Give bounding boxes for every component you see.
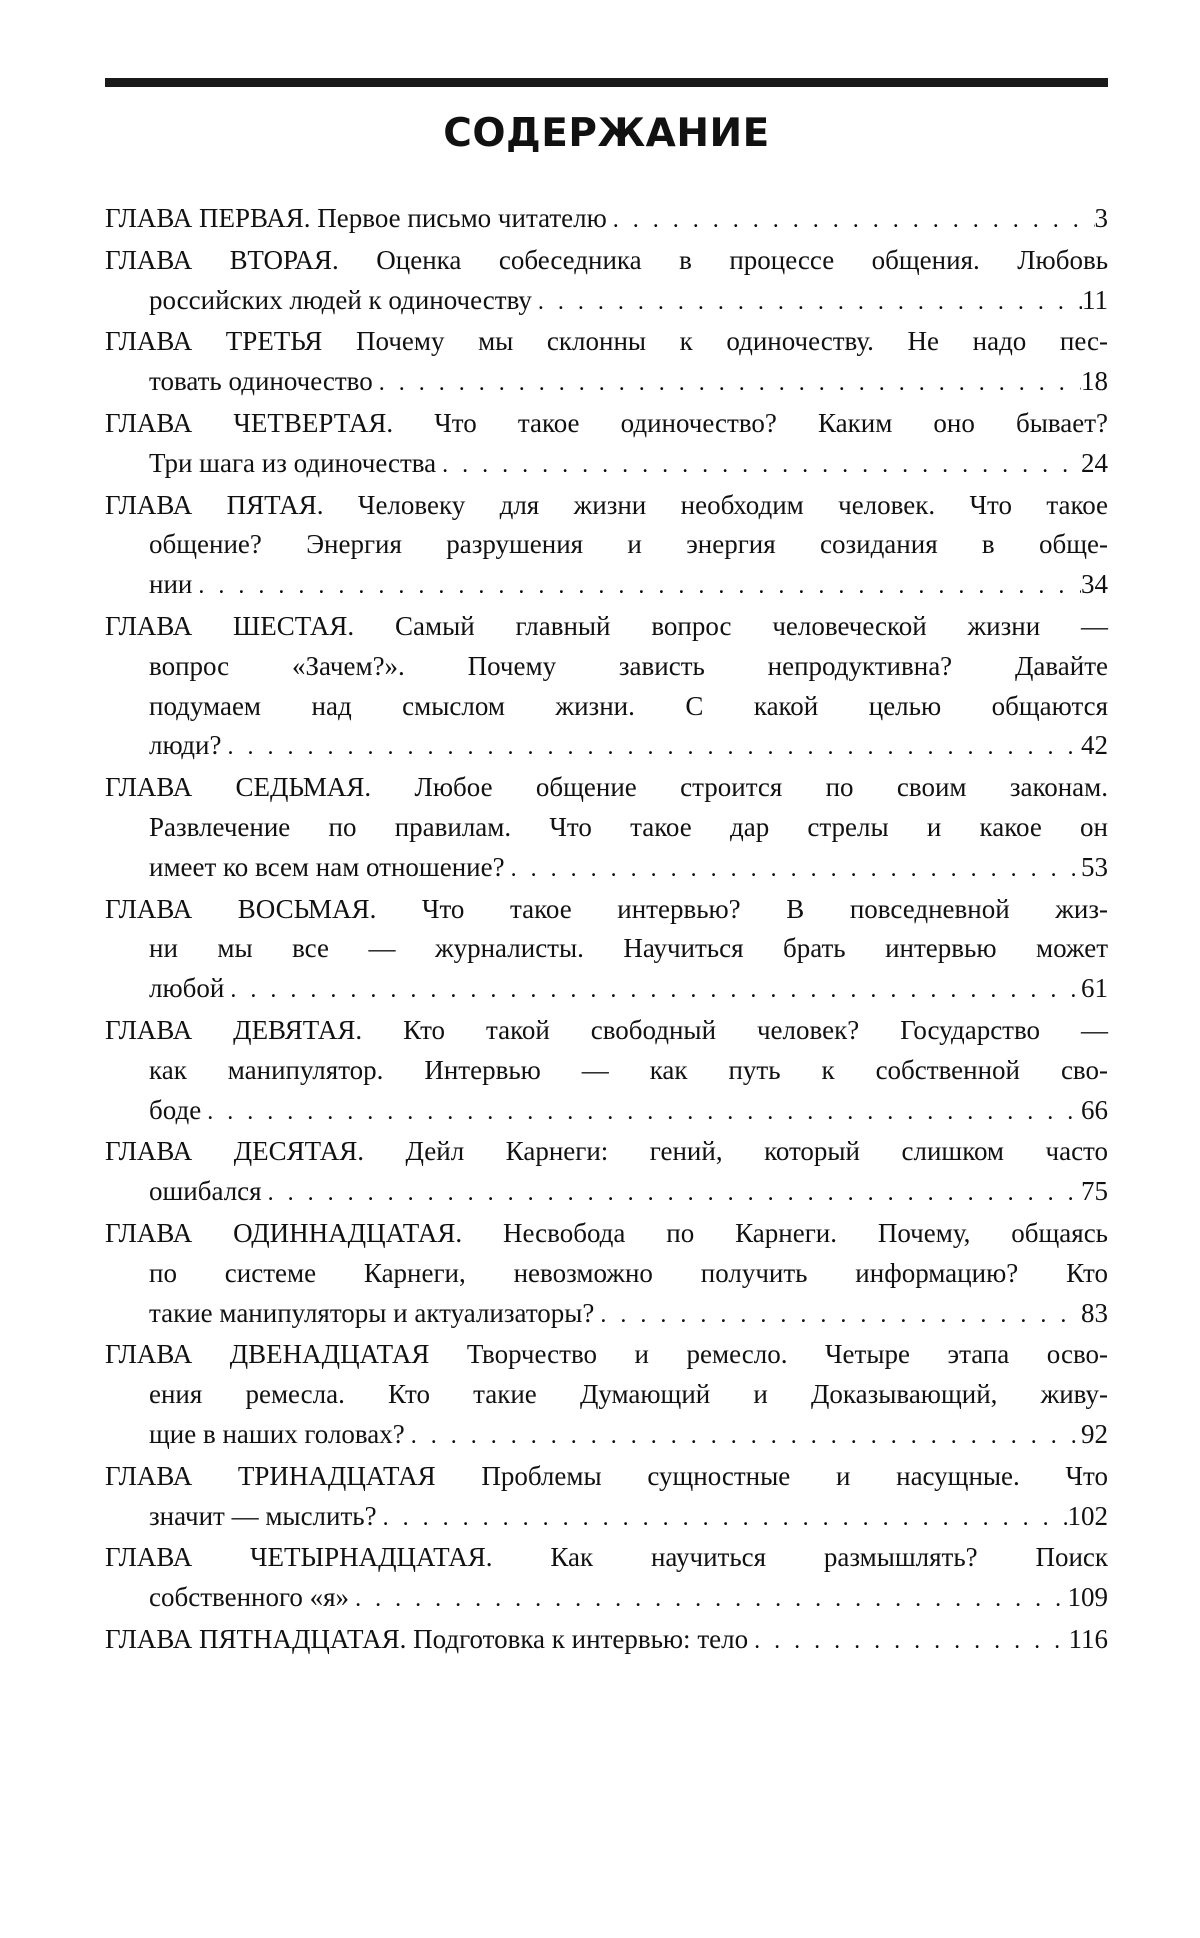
toc-entry-line — [149, 1375, 1108, 1415]
contents-page — [105, 78, 1108, 1662]
toc-entry-line — [149, 525, 1108, 565]
toc-entry[interactable] — [105, 768, 1108, 889]
dot-leader — [207, 1093, 1081, 1133]
chapter-title-text — [149, 1172, 268, 1212]
dot-leader — [538, 283, 1082, 323]
toc-entry-last-line — [105, 1620, 1108, 1662]
chapter-label: ГЛАВА ПЕРВАЯ. — [105, 203, 311, 233]
chapter-label: ГЛАВА ЧЕТВЕРТАЯ. — [105, 407, 394, 438]
page-number: 18 — [1081, 366, 1108, 397]
chapter-title-end: боде — [149, 1094, 202, 1125]
chapter-title-end: значит — мыслить? — [149, 1500, 377, 1531]
dot-leader — [754, 1622, 1068, 1662]
chapter-title-text: ни мы все — журналисты. Научиться брать интервью может — [149, 933, 1108, 964]
page-number: 53 — [1081, 851, 1108, 882]
chapter-label: ГЛАВА ТРЕТЬЯ — [105, 326, 323, 357]
chapter-label: ГЛАВА ОДИННАДЦАТАЯ. — [105, 1217, 463, 1248]
chapter-title-text — [105, 199, 613, 239]
dot-leader — [355, 1580, 1067, 1620]
toc-entry-last-line — [149, 726, 1108, 768]
chapter-title-text: Несвобода по Карнеги. Почему, общаясь — [503, 1217, 1108, 1248]
toc-entry-line — [149, 808, 1108, 848]
chapter-label: ГЛАВА ПЯТНАДЦАТАЯ. — [105, 1623, 407, 1654]
chapter-title-text: Как научиться размышлять? Поиск — [550, 1542, 1108, 1573]
dot-leader — [198, 567, 1081, 607]
dot-leader — [600, 1296, 1081, 1336]
toc-entry[interactable] — [105, 199, 1108, 241]
page-title: СОДЕРЖАНИЕ — [443, 111, 770, 156]
page-number: 109 — [1067, 1582, 1108, 1613]
toc-entry-line — [105, 1335, 1109, 1375]
table-of-contents — [105, 199, 1108, 1662]
toc-entry-last-line — [149, 1415, 1108, 1457]
toc-entry[interactable] — [105, 607, 1108, 768]
toc-entry-line — [105, 607, 1109, 647]
toc-entry[interactable] — [105, 241, 1108, 323]
chapter-title-text: Оценка собеседника в процессе общения. Любовь — [376, 244, 1109, 275]
chapter-title-text: Что такое интервью? В повседневной жиз- — [421, 893, 1108, 924]
chapter-title-text — [149, 1294, 600, 1334]
toc-entry-last-line — [149, 1578, 1108, 1620]
page-number: 92 — [1081, 1418, 1108, 1449]
chapter-label: ГЛАВА ЧЕТЫРНАДЦАТАЯ. — [105, 1542, 493, 1573]
dot-leader — [411, 1417, 1081, 1457]
chapter-title-text — [105, 1620, 754, 1660]
toc-entry-line — [149, 1254, 1108, 1294]
chapter-title-text: Человеку для жизни необходим человек. Что такое — [357, 489, 1109, 520]
toc-entry-line — [149, 1051, 1108, 1091]
toc-entry-last-line — [149, 362, 1108, 404]
toc-entry-line — [105, 890, 1108, 930]
chapter-title-text — [149, 969, 230, 1009]
toc-entry-line — [105, 486, 1109, 526]
toc-entry-line — [105, 1538, 1108, 1578]
chapter-title-text — [149, 1578, 355, 1618]
toc-entry[interactable] — [105, 404, 1108, 486]
chapter-title-text — [149, 1497, 383, 1537]
toc-entry[interactable] — [105, 1132, 1108, 1214]
chapter-title-text: Проблемы сущностные и насущные. Что — [481, 1460, 1109, 1491]
toc-entry[interactable] — [105, 486, 1108, 607]
page-number: 34 — [1081, 569, 1108, 600]
toc-entry-line — [105, 404, 1108, 444]
chapter-title-text: Творчество и ремесло. Четыре этапа осво- — [466, 1339, 1109, 1370]
chapter-title-text — [149, 281, 538, 321]
chapter-title-text: как манипулятор. Интервью — как путь к собственной сво- — [149, 1054, 1108, 1085]
chapter-label: ГЛАВА ДЕВЯТАЯ. — [105, 1014, 363, 1045]
dot-leader — [613, 201, 1095, 241]
dot-leader — [442, 446, 1081, 486]
chapter-title-text — [149, 362, 379, 402]
chapter-title-text — [149, 444, 442, 484]
toc-entry-line — [105, 241, 1109, 281]
toc-entry[interactable] — [105, 890, 1108, 1011]
chapter-label: ГЛАВА ПЯТАЯ. — [105, 489, 324, 520]
chapter-label: ГЛАВА ДВЕНАДЦАТАЯ — [105, 1339, 430, 1370]
toc-entry-last-line — [149, 281, 1108, 323]
toc-entry-line — [105, 1011, 1108, 1051]
chapter-title-text: по системе Карнеги, невозможно получить информацию? Кто — [149, 1257, 1108, 1288]
toc-entry-line — [105, 322, 1108, 362]
chapter-title-text: Развлечение по правилам. Что такое дар стрелы и какое он — [149, 811, 1108, 842]
dot-leader — [383, 1499, 1068, 1539]
page-number: 61 — [1081, 973, 1108, 1004]
chapter-title-end: Три шага из одиночества — [149, 447, 437, 478]
chapter-title-end: товать одиночество — [149, 366, 373, 397]
page-number: 102 — [1067, 1500, 1108, 1531]
toc-entry-line — [149, 647, 1108, 687]
page-number: 75 — [1081, 1176, 1108, 1207]
chapter-title-end: имеет ко всем нам отношение? — [149, 851, 505, 882]
chapter-title-end: Первое письмо читателю — [317, 203, 607, 233]
chapter-title-text: ения ремесла. Кто такие Думающий и Доказывающий, живу- — [149, 1379, 1108, 1410]
dot-leader — [227, 728, 1081, 768]
page-number: 66 — [1081, 1094, 1108, 1125]
toc-entry-last-line — [149, 1091, 1108, 1133]
chapter-title-text: Что такое одиночество? Каким оно бывает? — [434, 407, 1108, 438]
page-number: 11 — [1082, 284, 1108, 315]
page-number: 24 — [1081, 447, 1108, 478]
toc-entry-last-line — [149, 1172, 1108, 1214]
toc-entry-line — [105, 1132, 1108, 1172]
chapter-label: ГЛАВА ВТОРАЯ. — [105, 244, 339, 275]
toc-entry-last-line — [149, 1294, 1108, 1336]
chapter-title-end: такие манипуляторы и актуализаторы? — [149, 1297, 595, 1328]
chapter-label: ГЛАВА ДЕСЯТАЯ. — [105, 1136, 365, 1167]
toc-entry[interactable] — [105, 1335, 1108, 1456]
toc-entry-last-line — [149, 969, 1108, 1011]
chapter-title-end: люди? — [149, 730, 222, 761]
chapter-title-text: общение? Энергия разрушения и энергия созидания в обще- — [149, 529, 1108, 560]
dot-leader — [379, 364, 1081, 404]
toc-entry-line — [105, 1457, 1109, 1497]
dot-leader — [230, 971, 1081, 1011]
chapter-label: ГЛАВА ВОСЬМАЯ. — [105, 893, 377, 924]
dot-leader — [511, 850, 1081, 890]
chapter-title-text — [149, 1091, 207, 1131]
toc-entry[interactable] — [105, 1214, 1108, 1335]
chapter-title-text: Самый главный вопрос человеческой жизни — — [395, 610, 1109, 641]
chapter-title-end: любой — [149, 973, 225, 1004]
chapter-title-text: Почему мы склонны к одиночеству. Не надо пес- — [356, 326, 1108, 357]
chapter-label: ГЛАВА ШЕСТАЯ. — [105, 610, 355, 641]
chapter-title-text: Дейл Карнеги: гений, который слишком часто — [405, 1136, 1108, 1167]
chapter-title-text — [149, 848, 511, 888]
chapter-label: ГЛАВА СЕДЬМАЯ. — [105, 772, 372, 803]
toc-entry-last-line — [105, 199, 1108, 241]
toc-entry-line — [105, 1214, 1108, 1254]
toc-entry-last-line — [149, 1497, 1108, 1539]
toc-entry[interactable] — [105, 322, 1108, 404]
toc-entry[interactable] — [105, 1538, 1108, 1620]
toc-entry-last-line — [149, 848, 1108, 890]
chapter-title-end: нии — [149, 569, 193, 600]
chapter-title-text — [149, 1415, 411, 1455]
chapter-title-end: Подготовка к интервью: тело — [413, 1623, 749, 1654]
chapter-title-end: щие в наших головах? — [149, 1418, 405, 1449]
chapter-title-text: Кто такой свободный человек? Государство — — [403, 1014, 1108, 1045]
dot-leader — [268, 1174, 1081, 1214]
chapter-title-text: подумаем над смыслом жизни. С какой целью общаются — [149, 690, 1108, 721]
page-number: 3 — [1094, 203, 1108, 233]
toc-entry[interactable] — [105, 1620, 1108, 1662]
chapter-title-text — [149, 565, 198, 605]
chapter-title-end: ошибался — [149, 1176, 262, 1207]
toc-entry-line — [149, 687, 1108, 727]
chapter-title-text — [149, 726, 227, 766]
page-number: 42 — [1081, 730, 1108, 761]
toc-entry-last-line — [149, 565, 1108, 607]
toc-entry[interactable] — [105, 1011, 1108, 1132]
chapter-title-text: Любое общение строится по своим законам. — [414, 772, 1108, 803]
page-number: 83 — [1081, 1297, 1108, 1328]
chapter-title-text: вопрос «Зачем?». Почему зависть непродуктивна? Давайте — [149, 650, 1108, 681]
toc-entry[interactable] — [105, 1457, 1108, 1539]
page-number: 116 — [1068, 1623, 1108, 1654]
toc-entry-line — [149, 929, 1108, 969]
chapter-title-end: российских людей к одиночеству — [149, 284, 532, 315]
chapter-title-end: собственного «я» — [149, 1582, 350, 1613]
chapter-label: ГЛАВА ТРИНАДЦАТАЯ — [105, 1460, 436, 1491]
top-rule — [105, 78, 1108, 87]
toc-entry-line — [105, 768, 1108, 808]
toc-entry-last-line — [149, 444, 1108, 486]
